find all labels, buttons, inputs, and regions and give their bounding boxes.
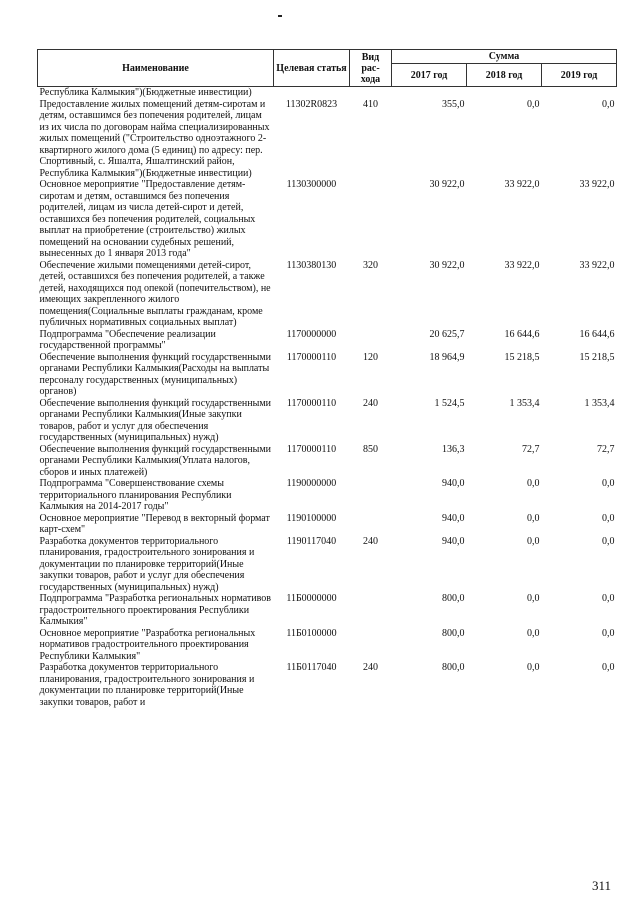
column-header-2019: 2019 год xyxy=(542,64,617,87)
row-target-code: 1190117040 xyxy=(286,535,337,547)
row-target-code: 11Б0000000 xyxy=(286,593,337,604)
row-name: Подпрограмма "Разработка региональных нормативов градостроительного проектирования Республики Калмыкия" xyxy=(39,593,272,627)
row-sum-2019: 0,0 xyxy=(602,662,615,673)
row-target-code: 1130380130 xyxy=(286,259,337,271)
row-sum-2019: 16 644,6 xyxy=(579,328,615,340)
row-sum-2018: 0,0 xyxy=(527,512,540,524)
row-sum-2017: 30 922,0 xyxy=(429,259,465,271)
row-name: Разработка документов территориального планирования, градостроительного зонирования и документации по планировке территорий(Иные закупки товаров, работ и xyxy=(39,662,255,708)
table-row xyxy=(38,87,617,99)
row-expense-type xyxy=(350,329,392,352)
row-sum-2018: 0,0 xyxy=(527,98,540,110)
row-name: Обеспечение выполнения функций государственными органами Республики Калмыкия(Расходы на выплаты персоналу государственных (муниципальных) органов) xyxy=(39,351,272,397)
column-header-name: Наименование xyxy=(38,50,274,87)
table-row xyxy=(38,179,617,260)
row-sum-2018: 0,0 xyxy=(527,478,540,489)
row-sum-2018: 15 218,5 xyxy=(504,351,540,363)
row-expense-type: 240 xyxy=(363,662,378,673)
row-sum-2017: 18 964,9 xyxy=(429,351,465,363)
column-header-code: Целевая статья xyxy=(274,50,350,87)
table-row xyxy=(38,99,617,180)
table-row xyxy=(38,513,617,536)
row-target-code: 11302R0823 xyxy=(285,98,338,110)
row-sum-2018: 33 922,0 xyxy=(504,179,540,190)
row-sum-2018: 0,0 xyxy=(527,535,540,547)
row-sum-2019: 0,0 xyxy=(602,512,615,524)
column-header-2018: 2018 год xyxy=(467,64,542,87)
row-sum-2017: 1 524,5 xyxy=(434,397,465,409)
row-expense-type xyxy=(350,513,392,536)
row-sum-2018: 0,0 xyxy=(527,593,540,604)
row-name: Обеспечение жилыми помещениями детей-сирот, детей, оставшихся без попечения родителей, а также детей, находящихся под опекой (попечительством), не имеющих закрепленного жилого помещения(Социальные выплаты гражданам, кроме публичных нормативных социальных выплат) xyxy=(39,259,271,328)
row-target-code: 1170000110 xyxy=(286,443,337,455)
row-expense-type: 850 xyxy=(363,443,378,455)
row-target-code: 1190100000 xyxy=(286,512,337,524)
row-name: Обеспечение выполнения функций государственными органами Республики Калмыкия(Уплата налогов, сборов и иных платежей) xyxy=(39,443,272,478)
table-row xyxy=(38,352,617,398)
row-sum-2017: 800,0 xyxy=(442,627,465,639)
row-sum-2018 xyxy=(467,87,542,99)
row-sum-2017: 30 922,0 xyxy=(429,179,465,190)
row-target-code: 11Б0117040 xyxy=(286,662,337,673)
row-target-code xyxy=(274,87,350,99)
table-row xyxy=(38,478,617,513)
row-expense-type xyxy=(350,87,392,99)
row-sum-2019: 0,0 xyxy=(602,593,615,604)
row-target-code: 11Б0100000 xyxy=(286,627,337,639)
row-sum-2017: 940,0 xyxy=(442,535,465,547)
row-expense-type xyxy=(350,179,392,260)
table-row xyxy=(38,628,617,663)
page-number: 311 xyxy=(592,878,612,893)
row-sum-2019: 0,0 xyxy=(602,627,615,639)
row-sum-2017: 800,0 xyxy=(442,593,465,604)
row-sum-2017: 940,0 xyxy=(442,478,465,489)
table-row xyxy=(38,593,617,628)
row-sum-2019: 0,0 xyxy=(602,535,615,547)
row-sum-2017: 940,0 xyxy=(442,512,465,524)
row-sum-2017: 136,3 xyxy=(442,443,465,455)
row-name: Основное мероприятие "Перевод в векторный формат карт-схем" xyxy=(39,512,270,535)
row-expense-type xyxy=(350,628,392,663)
column-header-2017: 2017 год xyxy=(392,64,467,87)
row-sum-2017 xyxy=(392,87,467,99)
row-expense-type: 240 xyxy=(363,535,378,547)
row-name: Подпрограмма "Обеспечение реализации государственной программы" xyxy=(39,328,216,351)
row-sum-2018: 16 644,6 xyxy=(504,328,540,340)
row-sum-2019: 0,0 xyxy=(602,98,615,110)
table-body xyxy=(38,87,617,709)
row-sum-2018: 33 922,0 xyxy=(504,259,540,271)
row-expense-type xyxy=(350,478,392,513)
row-expense-type: 320 xyxy=(363,259,378,271)
row-target-code: 1170000110 xyxy=(286,397,337,409)
table-header xyxy=(38,50,617,87)
table-row xyxy=(38,444,617,479)
row-sum-2019: 0,0 xyxy=(602,478,615,489)
row-name: Предоставление жилых помещений детям-сиротам и детям, оставшимся без попечения родителей, лицам из их числа по договорам найма специализированных жилых помещений ("Строительство одноэтажного 2-квартирного жилого дома (5 единиц) по адресу: пер. Спортивный, с. Яшалта, Яшалтинский район, Республика Калмыкия")(Бюджетные инвестиции) xyxy=(39,98,270,179)
row-sum-2019: 1 353,4 xyxy=(584,397,615,409)
row-target-code: 1130300000 xyxy=(286,179,337,190)
row-sum-2017: 355,0 xyxy=(442,98,465,110)
table-row xyxy=(38,536,617,594)
row-sum-2018: 1 353,4 xyxy=(509,397,540,409)
row-name: Обеспечение выполнения функций государственными органами Республики Калмыкия(Иные закупки товаров, работ и услуг для обеспечения государственных (муниципальных) нужд) xyxy=(39,397,272,443)
row-name: Республика Калмыкия")(Бюджетные инвестиции) xyxy=(39,87,252,98)
row-name: Разработка документов территориального планирования, градостроительного зонирования и документации по планировке территорий(Иные закупки товаров, работ и услуг для обеспечения государственных (муниципальных) нужд) xyxy=(39,535,255,593)
row-sum-2019: 72,7 xyxy=(597,443,615,455)
table-row xyxy=(38,329,617,352)
row-target-code: 1190000000 xyxy=(286,478,337,489)
table-row xyxy=(38,260,617,329)
row-target-code: 1170000110 xyxy=(286,351,337,363)
row-sum-2018: 72,7 xyxy=(522,443,540,455)
row-name: Основное мероприятие "Разработка региональных нормативов градостроительного проектирования Республики Калмыкия" xyxy=(39,627,256,662)
row-sum-2019: 15 218,5 xyxy=(579,351,615,363)
budget-table xyxy=(37,49,617,708)
row-name: Основное мероприятие "Предоставление детям-сиротам и детям, оставшимся без попечения родителей, лицам из числа детей-сирот и детей, оставшихся без попечения родителей, социальных выплат на приобретение (строительство) жилых помещений на основании судебных решений, вынесенных до 1 января 2013 года" xyxy=(39,179,256,259)
row-name: Подпрограмма "Совершенствование схемы территориального планирования Республики Калмыкия на 2014-2017 годы" xyxy=(39,478,232,512)
row-sum-2017: 800,0 xyxy=(442,662,465,673)
table-row xyxy=(38,398,617,444)
row-expense-type: 120 xyxy=(363,351,378,363)
row-expense-type xyxy=(350,593,392,628)
row-sum-2018: 0,0 xyxy=(527,662,540,673)
row-target-code: 1170000000 xyxy=(286,328,337,340)
row-sum-2019 xyxy=(542,87,617,99)
row-sum-2019: 33 922,0 xyxy=(579,259,615,271)
row-expense-type: 410 xyxy=(363,98,378,110)
column-header-vid: Вид рас-хода xyxy=(350,50,392,87)
row-sum-2019: 33 922,0 xyxy=(579,179,615,190)
column-header-sum: Сумма xyxy=(392,50,617,64)
table-row xyxy=(38,662,617,708)
row-sum-2018: 0,0 xyxy=(527,627,540,639)
row-expense-type: 240 xyxy=(363,397,378,409)
header-mark xyxy=(278,15,282,17)
row-sum-2017: 20 625,7 xyxy=(429,328,465,340)
